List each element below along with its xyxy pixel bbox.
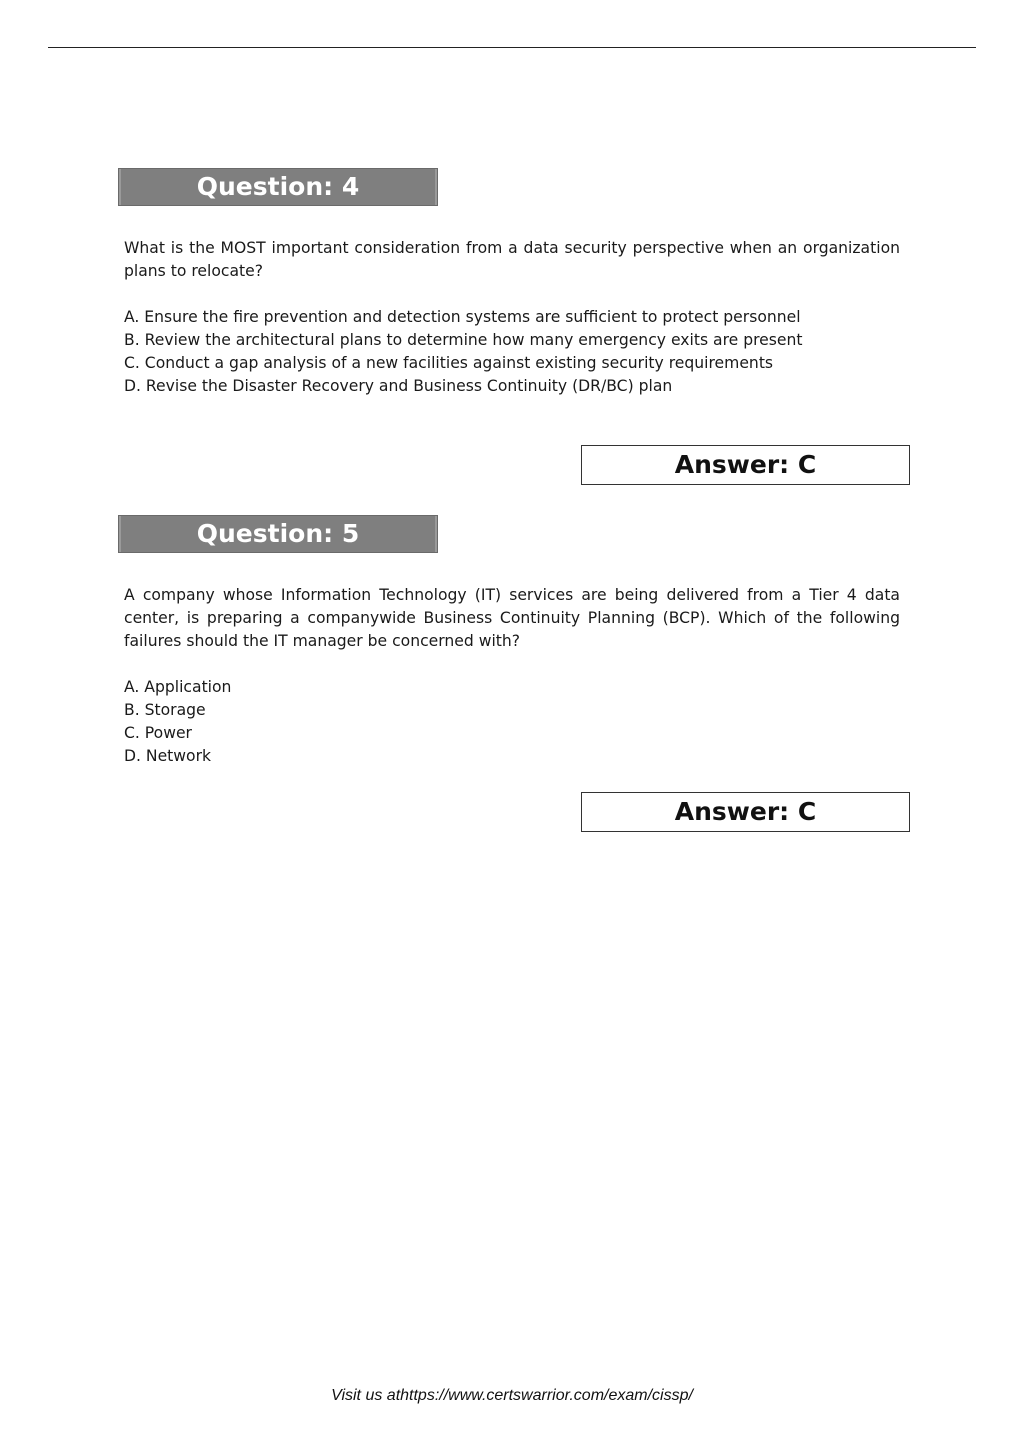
question-4-answer: Answer: C [581, 445, 910, 485]
top-rule [48, 47, 976, 48]
footer-link[interactable]: Visit us athttps://www.certswarrior.com/exam/cissp/ [331, 1387, 693, 1404]
option-b: B. Storage [124, 701, 206, 719]
option-d: D. Network [124, 747, 212, 765]
question-4-text: What is the MOST important consideration from a data security perspective when an organization plans to relocate? [124, 239, 900, 280]
option-a: A. Ensure the fire prevention and detection systems are sufficient to protect personnel [124, 308, 801, 326]
option-c: C. Power [124, 724, 192, 742]
question-4-options [124, 306, 900, 398]
option-b: B. Review the architectural plans to determine how many emergency exits are present [124, 331, 803, 349]
option-a: A. Application [124, 678, 232, 696]
option-d: D. Revise the Disaster Recovery and Business Continuity (DR/BC) plan [124, 377, 673, 395]
question-5-header: Question: 5 [118, 515, 438, 553]
option-c: C. Conduct a gap analysis of a new facilities against existing security requirements [124, 354, 774, 372]
question-5-options [124, 676, 900, 768]
question-4-header: Question: 4 [118, 168, 438, 206]
question-5-answer: Answer: C [581, 792, 910, 832]
question-5-text: A company whose Information Technology (IT) services are being delivered from a Tier 4 data center, is preparing a companywide Business Continuity Planning (BCP). Which of the following failures should the IT manager be concerned with? [124, 586, 900, 650]
